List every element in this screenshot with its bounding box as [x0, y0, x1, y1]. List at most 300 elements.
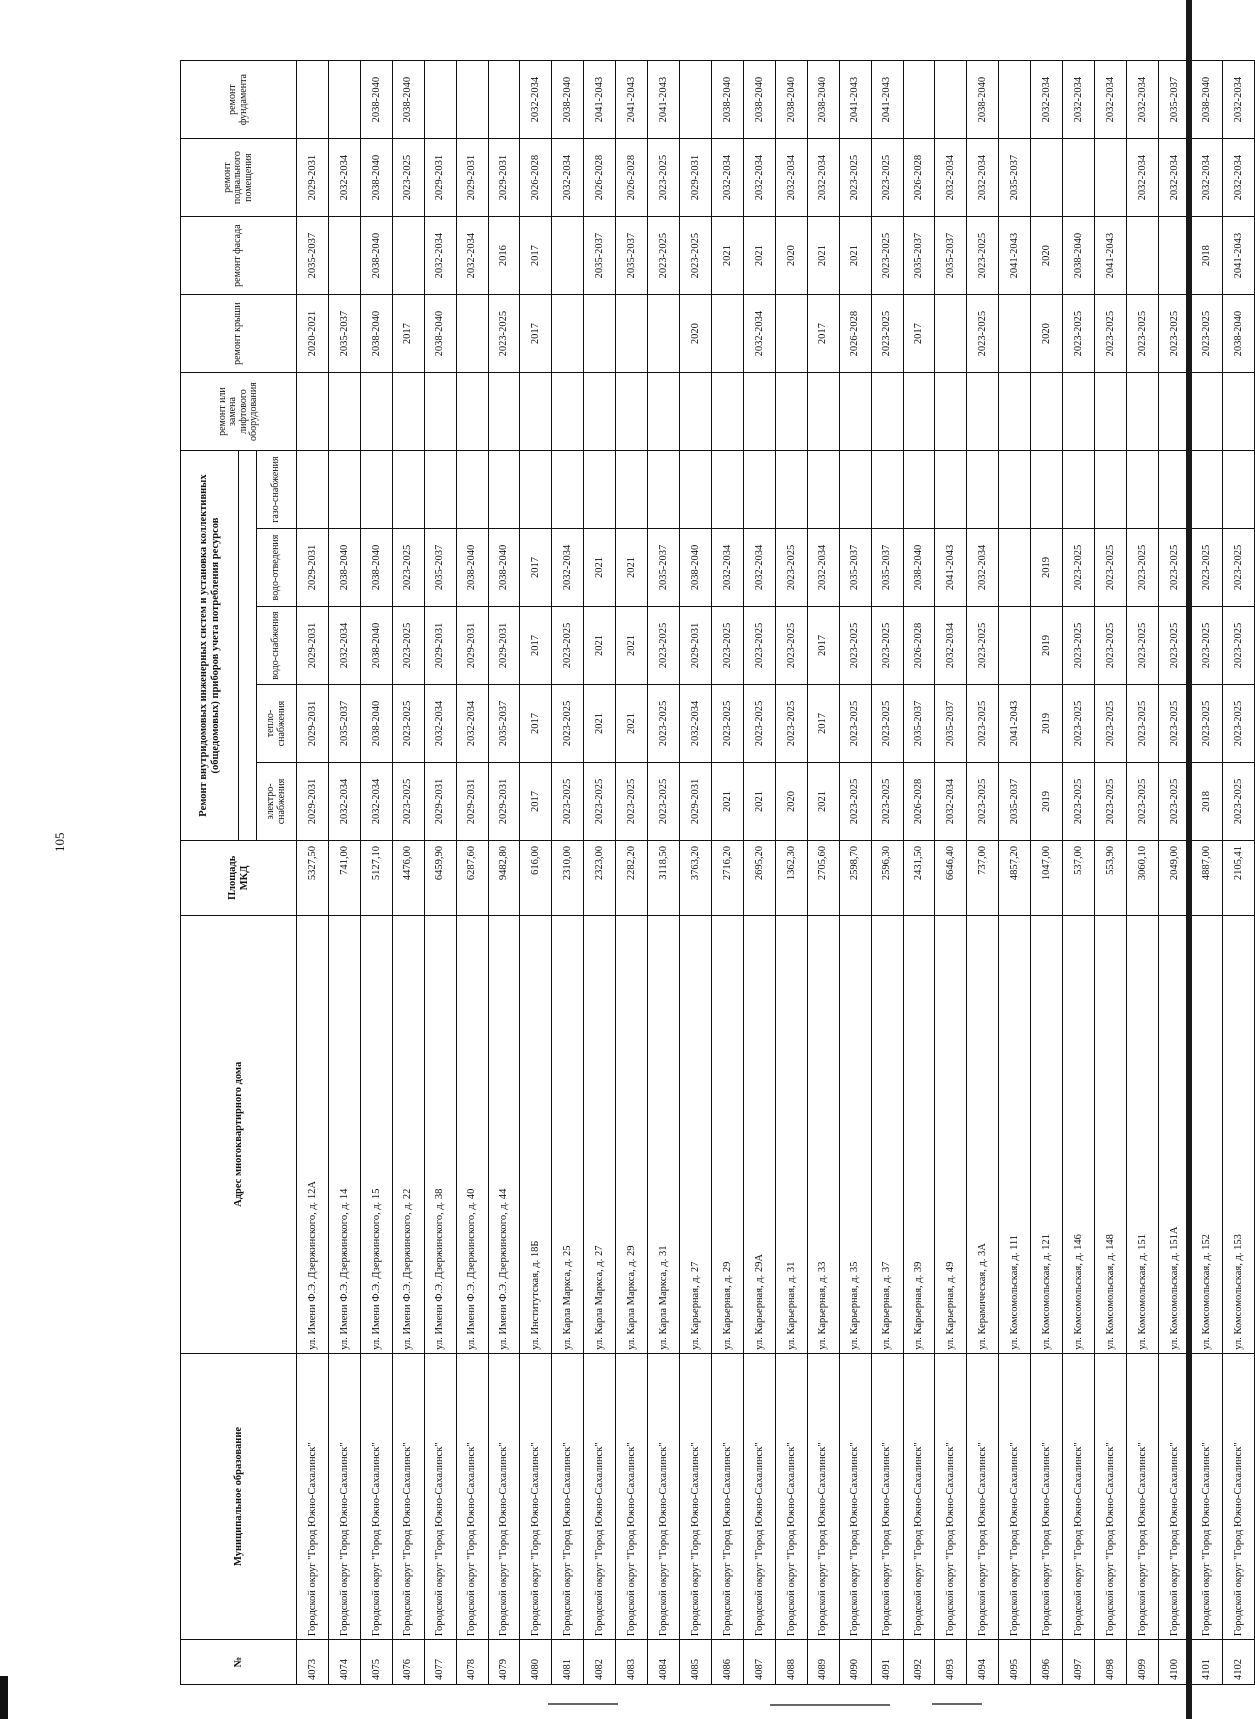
foundation-repair-cell: 2032-2034 — [1126, 61, 1158, 139]
table-row — [456, 61, 488, 1685]
header-facade: ремонт фасада — [181, 217, 297, 295]
gas-supply-cell — [1063, 451, 1095, 529]
electro-supply-cell: 2023-2025 — [1222, 763, 1254, 841]
water-drain-cell: 2023-2025 — [1126, 529, 1158, 607]
heat-supply-cell: 2023-2025 — [967, 685, 999, 763]
address-cell: ул. Карьерная, д. 29 — [711, 915, 743, 1353]
heat-supply-cell: 2035-2037 — [328, 685, 360, 763]
facade-repair-cell: 2018 — [1190, 217, 1222, 295]
table-row — [520, 61, 552, 1685]
basement-repair-cell: 2032-2034 — [1222, 139, 1254, 217]
area-cell: 741,00 — [328, 840, 360, 915]
water-supply-cell: 2023-2025 — [1190, 607, 1222, 685]
address-cell: ул. Имени Ф.Э. Дзержинского, д. 12А — [297, 915, 329, 1353]
table-row — [1190, 61, 1222, 1685]
water-drain-cell: 2035-2037 — [424, 529, 456, 607]
water-drain-cell: 2038-2040 — [360, 529, 392, 607]
area-cell: 737,00 — [967, 840, 999, 915]
basement-repair-cell: 2035-2037 — [999, 139, 1031, 217]
heat-supply-cell: 2019 — [1031, 685, 1063, 763]
facade-repair-cell: 2021 — [743, 217, 775, 295]
area-cell: 6459,90 — [424, 840, 456, 915]
basement-repair-cell: 2032-2034 — [552, 139, 584, 217]
facade-repair-cell: 2035-2037 — [297, 217, 329, 295]
municipality-cell: Городской округ "Город Южно-Сахалинск" — [297, 1353, 329, 1639]
scan-edge-shadow — [1186, 0, 1192, 1719]
table-row — [360, 61, 392, 1685]
roof-repair-cell — [775, 295, 807, 373]
area-cell: 1362,30 — [775, 840, 807, 915]
row-number: 4091 — [871, 1640, 903, 1685]
municipality-cell: Городской округ "Город Южно-Сахалинск" — [616, 1353, 648, 1639]
basement-repair-cell: 2032-2034 — [1190, 139, 1222, 217]
foundation-repair-cell — [488, 61, 520, 139]
foundation-repair-cell — [424, 61, 456, 139]
header-foundation: ремонт фундамента — [181, 61, 297, 139]
water-drain-cell: 2023-2025 — [1158, 529, 1190, 607]
foundation-repair-cell — [680, 61, 712, 139]
elevator-cell — [775, 373, 807, 451]
foundation-repair-cell: 2041-2043 — [584, 61, 616, 139]
foundation-repair-cell: 2038-2040 — [552, 61, 584, 139]
water-supply-cell: 2029-2031 — [297, 607, 329, 685]
roof-repair-cell: 2020 — [1031, 295, 1063, 373]
municipality-cell: Городской округ "Город Южно-Сахалинск" — [392, 1353, 424, 1639]
area-cell: 2716,20 — [711, 840, 743, 915]
foundation-repair-cell — [903, 61, 935, 139]
facade-repair-cell: 2032-2034 — [424, 217, 456, 295]
water-drain-cell: 2032-2034 — [552, 529, 584, 607]
roof-repair-cell: 2023-2025 — [1190, 295, 1222, 373]
water-drain-cell: 2019 — [1031, 529, 1063, 607]
municipality-cell: Городской округ "Город Южно-Сахалинск" — [743, 1353, 775, 1639]
elevator-cell — [360, 373, 392, 451]
electro-supply-cell: 2023-2025 — [1063, 763, 1095, 841]
basement-repair-cell: 2032-2034 — [743, 139, 775, 217]
table-row — [999, 61, 1031, 1685]
address-cell: ул. Имени Ф.Э. Дзержинского, д. 14 — [328, 915, 360, 1353]
municipality-cell: Городской округ "Город Южно-Сахалинск" — [328, 1353, 360, 1639]
water-drain-cell: 2021 — [584, 529, 616, 607]
water-supply-cell: 2021 — [616, 607, 648, 685]
roof-repair-cell — [935, 295, 967, 373]
heat-supply-cell: 2023-2025 — [839, 685, 871, 763]
heat-supply-cell: 2041-2043 — [999, 685, 1031, 763]
facade-repair-cell: 2021 — [711, 217, 743, 295]
water-supply-cell: 2023-2025 — [711, 607, 743, 685]
municipality-cell: Городской округ "Город Южно-Сахалинск" — [839, 1353, 871, 1639]
area-cell: 9482,80 — [488, 840, 520, 915]
row-number: 4100 — [1158, 1640, 1190, 1685]
table-row — [903, 61, 935, 1685]
electro-supply-cell: 2032-2034 — [328, 763, 360, 841]
water-supply-cell: 2017 — [520, 607, 552, 685]
basement-repair-cell: 2026-2028 — [616, 139, 648, 217]
heat-supply-cell: 2017 — [520, 685, 552, 763]
table-row — [584, 61, 616, 1685]
elevator-cell — [392, 373, 424, 451]
gas-supply-cell — [935, 451, 967, 529]
row-number: 4083 — [616, 1640, 648, 1685]
elevator-cell — [1031, 373, 1063, 451]
basement-repair-cell: 2026-2028 — [584, 139, 616, 217]
elevator-cell — [680, 373, 712, 451]
water-drain-cell: 2035-2037 — [648, 529, 680, 607]
address-cell: ул. Карла Маркса, д. 29 — [616, 915, 648, 1353]
row-number: 4076 — [392, 1640, 424, 1685]
gas-supply-cell — [328, 451, 360, 529]
area-cell: 2049,00 — [1158, 840, 1190, 915]
water-drain-cell: 2023-2025 — [1095, 529, 1127, 607]
elevator-cell — [839, 373, 871, 451]
water-drain-cell: 2035-2037 — [871, 529, 903, 607]
heat-supply-cell: 2023-2025 — [1126, 685, 1158, 763]
water-supply-cell: 2023-2025 — [1126, 607, 1158, 685]
facade-repair-cell: 2032-2034 — [456, 217, 488, 295]
table-row — [648, 61, 680, 1685]
header-roof: ремонт крыши — [181, 295, 297, 373]
electro-supply-cell: 2029-2031 — [297, 763, 329, 841]
address-cell: ул. Карьерная, д. 29А — [743, 915, 775, 1353]
gas-supply-cell — [839, 451, 871, 529]
electro-supply-cell: 2021 — [743, 763, 775, 841]
basement-repair-cell — [1063, 139, 1095, 217]
facade-repair-cell — [1126, 217, 1158, 295]
gas-supply-cell — [488, 451, 520, 529]
area-cell: 4887,00 — [1190, 840, 1222, 915]
water-supply-cell: 2038-2040 — [360, 607, 392, 685]
water-drain-cell: 2023-2025 — [1190, 529, 1222, 607]
municipality-cell: Городской округ "Город Южно-Сахалинск" — [711, 1353, 743, 1639]
scan-artifact-line — [932, 1703, 982, 1705]
row-number: 4081 — [552, 1640, 584, 1685]
area-cell: 537,00 — [1063, 840, 1095, 915]
roof-repair-cell — [616, 295, 648, 373]
municipality-cell: Городской округ "Город Южно-Сахалинск" — [775, 1353, 807, 1639]
water-drain-cell: 2023-2025 — [1222, 529, 1254, 607]
heat-supply-cell: 2021 — [616, 685, 648, 763]
roof-repair-cell: 2038-2040 — [424, 295, 456, 373]
gas-supply-cell — [297, 451, 329, 529]
area-cell: 4476,00 — [392, 840, 424, 915]
roof-repair-cell: 2017 — [903, 295, 935, 373]
area-cell: 5127,10 — [360, 840, 392, 915]
address-cell: ул. Карьерная, д. 31 — [775, 915, 807, 1353]
heat-supply-cell: 2023-2025 — [1158, 685, 1190, 763]
header-basement: ремонт подвального помещения — [181, 139, 297, 217]
row-number: 4099 — [1126, 1640, 1158, 1685]
municipality-cell: Городской округ "Город Южно-Сахалинск" — [967, 1353, 999, 1639]
basement-repair-cell: 2029-2031 — [424, 139, 456, 217]
municipality-cell: Городской округ "Город Южно-Сахалинск" — [488, 1353, 520, 1639]
facade-repair-cell: 2035-2037 — [616, 217, 648, 295]
area-cell: 2695,20 — [743, 840, 775, 915]
foundation-repair-cell: 2035-2037 — [1158, 61, 1190, 139]
gas-supply-cell — [584, 451, 616, 529]
basement-repair-cell: 2032-2034 — [328, 139, 360, 217]
water-supply-cell: 2017 — [807, 607, 839, 685]
roof-repair-cell: 2023-2025 — [967, 295, 999, 373]
table-row — [1222, 61, 1254, 1685]
water-drain-cell: 2038-2040 — [456, 529, 488, 607]
electro-supply-cell: 2029-2031 — [488, 763, 520, 841]
roof-repair-cell: 2038-2040 — [360, 295, 392, 373]
roof-repair-cell — [999, 295, 1031, 373]
municipality-cell: Городской округ "Город Южно-Сахалинск" — [456, 1353, 488, 1639]
address-cell: ул. Карла Маркса, д. 27 — [584, 915, 616, 1353]
roof-repair-cell: 2038-2040 — [1222, 295, 1254, 373]
water-drain-cell: 2032-2034 — [967, 529, 999, 607]
heat-supply-cell: 2017 — [807, 685, 839, 763]
scan-artifact-line — [548, 1703, 618, 1705]
area-cell: 2310,00 — [552, 840, 584, 915]
area-cell: 2105,41 — [1222, 840, 1254, 915]
basement-repair-cell: 2026-2028 — [903, 139, 935, 217]
area-cell: 4857,20 — [999, 840, 1031, 915]
water-supply-cell: 2023-2025 — [775, 607, 807, 685]
heat-supply-cell: 2023-2025 — [648, 685, 680, 763]
electro-supply-cell: 2023-2025 — [967, 763, 999, 841]
row-number: 4078 — [456, 1640, 488, 1685]
heat-supply-cell: 2035-2037 — [488, 685, 520, 763]
roof-repair-cell: 2020 — [680, 295, 712, 373]
municipality-cell: Городской округ "Город Южно-Сахалинск" — [935, 1353, 967, 1639]
heat-supply-cell: 2032-2034 — [680, 685, 712, 763]
foundation-repair-cell — [456, 61, 488, 139]
basement-repair-cell: 2038-2040 — [360, 139, 392, 217]
heat-supply-cell: 2035-2037 — [935, 685, 967, 763]
address-cell: ул. Керамическая, д. 3А — [967, 915, 999, 1353]
heat-supply-cell: 2038-2040 — [360, 685, 392, 763]
capital-repair-schedule-table — [180, 60, 1255, 1685]
water-drain-cell: 2038-2040 — [903, 529, 935, 607]
water-drain-cell: 2038-2040 — [488, 529, 520, 607]
area-cell: 3763,20 — [680, 840, 712, 915]
roof-repair-cell: 2020-2021 — [297, 295, 329, 373]
basement-repair-cell: 2032-2034 — [1126, 139, 1158, 217]
municipality-cell: Городской округ "Город Южно-Сахалинск" — [648, 1353, 680, 1639]
municipality-cell: Городской округ "Город Южно-Сахалинск" — [1063, 1353, 1095, 1639]
facade-repair-cell: 2035-2037 — [935, 217, 967, 295]
address-cell: ул. Комсомольская, д. 152 — [1190, 915, 1222, 1353]
basement-repair-cell: 2029-2031 — [456, 139, 488, 217]
table-row — [297, 61, 329, 1685]
header-gas: газо-снабжения — [257, 451, 297, 529]
row-number: 4098 — [1095, 1640, 1127, 1685]
water-supply-cell: 2029-2031 — [424, 607, 456, 685]
roof-repair-cell — [456, 295, 488, 373]
facade-repair-cell: 2023-2025 — [967, 217, 999, 295]
roof-repair-cell — [584, 295, 616, 373]
gas-supply-cell — [711, 451, 743, 529]
gas-supply-cell — [648, 451, 680, 529]
water-supply-cell: 2023-2025 — [743, 607, 775, 685]
water-drain-cell: 2017 — [520, 529, 552, 607]
row-number: 4077 — [424, 1640, 456, 1685]
row-number: 4088 — [775, 1640, 807, 1685]
roof-repair-cell: 2023-2025 — [871, 295, 903, 373]
water-drain-cell: 2032-2034 — [807, 529, 839, 607]
electro-supply-cell: 2029-2031 — [456, 763, 488, 841]
electro-supply-cell: 2029-2031 — [424, 763, 456, 841]
foundation-repair-cell: 2038-2040 — [711, 61, 743, 139]
header-heat: тепло-снабжения — [257, 685, 297, 763]
facade-repair-cell: 2038-2040 — [1063, 217, 1095, 295]
basement-repair-cell — [1031, 139, 1063, 217]
municipality-cell: Городской округ "Город Южно-Сахалинск" — [552, 1353, 584, 1639]
facade-repair-cell — [392, 217, 424, 295]
table-row — [392, 61, 424, 1685]
water-supply-cell: 2023-2025 — [392, 607, 424, 685]
address-cell: ул. Комсомольская, д. 121 — [1031, 915, 1063, 1353]
facade-repair-cell: 2023-2025 — [871, 217, 903, 295]
basement-repair-cell: 2026-2028 — [520, 139, 552, 217]
municipality-cell: Городской округ "Город Южно-Сахалинск" — [999, 1353, 1031, 1639]
elevator-cell — [1095, 373, 1127, 451]
water-drain-cell: 2021 — [616, 529, 648, 607]
water-supply-cell: 2023-2025 — [1063, 607, 1095, 685]
foundation-repair-cell: 2038-2040 — [1190, 61, 1222, 139]
electro-supply-cell: 2023-2025 — [584, 763, 616, 841]
area-cell: 3118,50 — [648, 840, 680, 915]
municipality-cell: Городской округ "Город Южно-Сахалинск" — [807, 1353, 839, 1639]
area-cell: 2431,50 — [903, 840, 935, 915]
elevator-cell — [711, 373, 743, 451]
municipality-cell: Городской округ "Город Южно-Сахалинск" — [520, 1353, 552, 1639]
electro-supply-cell: 2026-2028 — [903, 763, 935, 841]
address-cell: ул. Карьерная, д. 35 — [839, 915, 871, 1353]
gas-supply-cell — [1126, 451, 1158, 529]
elevator-cell — [807, 373, 839, 451]
table-row — [839, 61, 871, 1685]
heat-supply-cell: 2023-2025 — [1063, 685, 1095, 763]
water-supply-cell: 2026-2028 — [903, 607, 935, 685]
water-supply-cell: 2023-2025 — [648, 607, 680, 685]
roof-repair-cell: 2035-2037 — [328, 295, 360, 373]
table-row — [1095, 61, 1127, 1685]
heat-supply-cell: 2023-2025 — [871, 685, 903, 763]
header-elevator: ремонт или замена лифтового оборудования — [181, 373, 297, 451]
table-row — [807, 61, 839, 1685]
elevator-cell — [903, 373, 935, 451]
facade-repair-cell: 2021 — [839, 217, 871, 295]
roof-repair-cell: 2023-2025 — [1095, 295, 1127, 373]
basement-repair-cell: 2023-2025 — [392, 139, 424, 217]
foundation-repair-cell: 2041-2043 — [616, 61, 648, 139]
basement-repair-cell: 2029-2031 — [297, 139, 329, 217]
roof-repair-cell — [711, 295, 743, 373]
foundation-repair-cell: 2032-2034 — [520, 61, 552, 139]
basement-repair-cell: 2023-2025 — [648, 139, 680, 217]
foundation-repair-cell: 2041-2043 — [839, 61, 871, 139]
gas-supply-cell — [616, 451, 648, 529]
elevator-cell — [616, 373, 648, 451]
table-row — [871, 61, 903, 1685]
municipality-cell: Городской округ "Город Южно-Сахалинск" — [1095, 1353, 1127, 1639]
row-number: 4094 — [967, 1640, 999, 1685]
area-cell: 2596,30 — [871, 840, 903, 915]
row-number: 4089 — [807, 1640, 839, 1685]
municipality-cell: Городской округ "Город Южно-Сахалинск" — [360, 1353, 392, 1639]
basement-repair-cell: 2032-2034 — [711, 139, 743, 217]
water-supply-cell: 2029-2031 — [680, 607, 712, 685]
gas-supply-cell — [1031, 451, 1063, 529]
row-number: 4093 — [935, 1640, 967, 1685]
table-row — [1063, 61, 1095, 1685]
water-supply-cell: 2032-2034 — [935, 607, 967, 685]
foundation-repair-cell: 2038-2040 — [743, 61, 775, 139]
address-cell: ул. Карьерная, д. 39 — [903, 915, 935, 1353]
foundation-repair-cell — [328, 61, 360, 139]
roof-repair-cell: 2017 — [520, 295, 552, 373]
heat-supply-cell: 2023-2025 — [711, 685, 743, 763]
address-cell: ул. Карла Маркса, д. 31 — [648, 915, 680, 1353]
row-number: 4084 — [648, 1640, 680, 1685]
foundation-repair-cell: 2038-2040 — [807, 61, 839, 139]
water-supply-cell: 2029-2031 — [456, 607, 488, 685]
facade-repair-cell: 2020 — [1031, 217, 1063, 295]
gas-supply-cell — [743, 451, 775, 529]
foundation-repair-cell: 2032-2034 — [1063, 61, 1095, 139]
heat-supply-cell: 2035-2037 — [903, 685, 935, 763]
facade-repair-cell: 2035-2037 — [584, 217, 616, 295]
address-cell: ул. Комсомольская, д. 153 — [1222, 915, 1254, 1353]
elevator-cell — [967, 373, 999, 451]
address-cell: ул. Имени Ф.Э. Дзержинского, д. 22 — [392, 915, 424, 1353]
header-drain: водо-отведения — [257, 529, 297, 607]
water-supply-cell: 2029-2031 — [488, 607, 520, 685]
address-cell: ул. Карьерная, д. 33 — [807, 915, 839, 1353]
gas-supply-cell — [967, 451, 999, 529]
heat-supply-cell: 2023-2025 — [392, 685, 424, 763]
gas-supply-cell — [807, 451, 839, 529]
water-supply-cell: 2023-2025 — [1095, 607, 1127, 685]
foundation-repair-cell: 2038-2040 — [967, 61, 999, 139]
municipality-cell: Городской округ "Город Южно-Сахалинск" — [1126, 1353, 1158, 1639]
facade-repair-cell — [552, 217, 584, 295]
foundation-repair-cell — [297, 61, 329, 139]
water-drain-cell: 2038-2040 — [680, 529, 712, 607]
table-row — [552, 61, 584, 1685]
foundation-repair-cell: 2041-2043 — [871, 61, 903, 139]
address-cell: ул. Институтская, д. 18Б — [520, 915, 552, 1353]
water-supply-cell: 2021 — [584, 607, 616, 685]
gas-supply-cell — [1190, 451, 1222, 529]
basement-repair-cell: 2032-2034 — [935, 139, 967, 217]
table-row — [424, 61, 456, 1685]
roof-repair-cell: 2026-2028 — [839, 295, 871, 373]
water-supply-cell: 2023-2025 — [967, 607, 999, 685]
heat-supply-cell: 2023-2025 — [552, 685, 584, 763]
municipality-cell: Городской округ "Город Южно-Сахалинск" — [871, 1353, 903, 1639]
scan-artifact-line — [770, 1704, 890, 1706]
area-cell: 6287,60 — [456, 840, 488, 915]
basement-repair-cell: 2029-2031 — [680, 139, 712, 217]
heat-supply-cell: 2023-2025 — [1190, 685, 1222, 763]
address-cell: ул. Карьерная, д. 49 — [935, 915, 967, 1353]
gas-supply-cell — [1222, 451, 1254, 529]
facade-repair-cell: 2021 — [807, 217, 839, 295]
municipality-cell: Городской округ "Город Южно-Сахалинск" — [680, 1353, 712, 1639]
electro-supply-cell: 2021 — [807, 763, 839, 841]
row-number: 4086 — [711, 1640, 743, 1685]
water-drain-cell: 2029-2031 — [297, 529, 329, 607]
area-cell: 1047,00 — [1031, 840, 1063, 915]
water-supply-cell: 2023-2025 — [552, 607, 584, 685]
address-cell: ул. Комсомольская, д. 146 — [1063, 915, 1095, 1353]
water-drain-cell: 2032-2034 — [743, 529, 775, 607]
row-number: 4082 — [584, 1640, 616, 1685]
